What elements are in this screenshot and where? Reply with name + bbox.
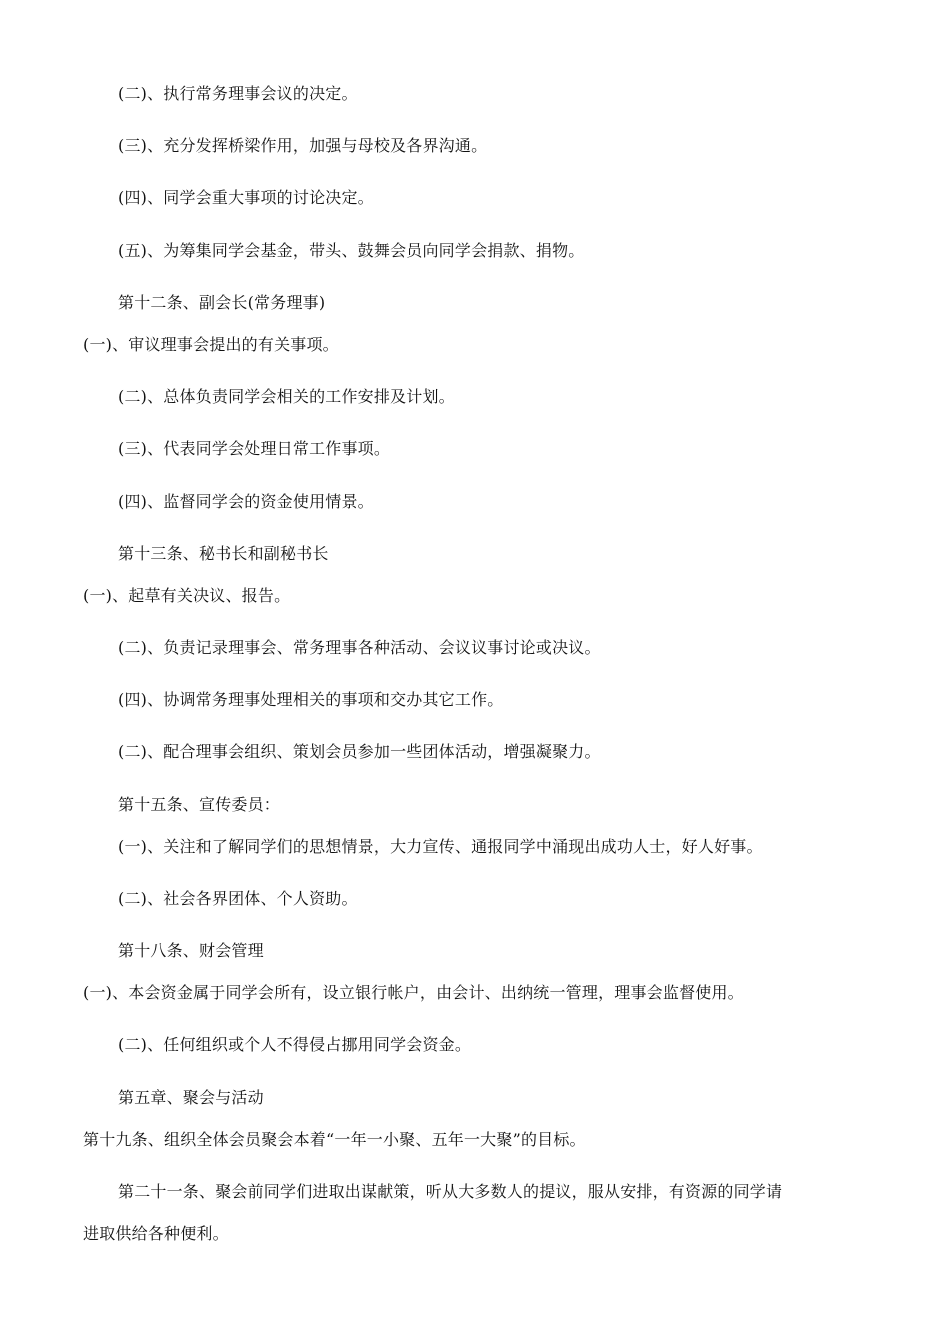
list-item: (一)、起草有关决议、报告。 — [83, 586, 291, 605]
list-item: (二)、执行常务理事会议的决定。 — [118, 84, 358, 103]
list-item: (四)、监督同学会的资金使用情景。 — [118, 492, 374, 511]
list-item: (二)、社会各界团体、个人资助。 — [118, 889, 358, 908]
list-item: (二)、总体负责同学会相关的工作安排及计划。 — [118, 387, 455, 406]
list-item: (三)、充分发挥桥梁作用，加强与母校及各界沟通。 — [118, 136, 488, 155]
article-heading: 第十八条、财会管理 — [118, 941, 264, 960]
article-paragraph: 第十九条、组织全体会员聚会本着“一年一小聚、五年一大聚”的目标。 — [83, 1130, 586, 1149]
chapter-heading: 第五章、聚会与活动 — [118, 1088, 264, 1107]
list-item: (一)、关注和了解同学们的思想情景，大力宣传、通报同学中涌现出成功人士，好人好事。 — [118, 837, 763, 856]
article-heading: 第十三条、秘书长和副秘书长 — [118, 544, 329, 563]
article-paragraph: 第二十一条、聚会前同学们进取出谋献策，听从大多数人的提议，服从安排，有资源的同学请 — [118, 1182, 783, 1201]
article-heading: 第十二条、副会长(常务理事) — [118, 293, 326, 312]
list-item: (一)、本会资金属于同学会所有，设立银行帐户，由会计、出纳统一管理，理事会监督使用。 — [83, 983, 744, 1002]
list-item: (四)、协调常务理事处理相关的事项和交办其它工作。 — [118, 690, 504, 709]
list-item: (三)、代表同学会处理日常工作事项。 — [118, 439, 391, 458]
list-item: (二)、配合理事会组织、策划会员参加一些团体活动，增强凝聚力。 — [118, 742, 601, 761]
list-item: (五)、为筹集同学会基金，带头、鼓舞会员向同学会捐款、捐物。 — [118, 241, 585, 260]
list-item: (一)、审议理事会提出的有关事项。 — [83, 335, 339, 354]
list-item: (二)、负责记录理事会、常务理事各种活动、会议议事讨论或决议。 — [118, 638, 601, 657]
list-item: (二)、任何组织或个人不得侵占挪用同学会资金。 — [118, 1035, 472, 1054]
article-paragraph-continuation: 进取供给各种便利。 — [83, 1224, 229, 1243]
list-item: (四)、同学会重大事项的讨论决定。 — [118, 188, 374, 207]
article-heading: 第十五条、宣传委员： — [118, 795, 281, 814]
